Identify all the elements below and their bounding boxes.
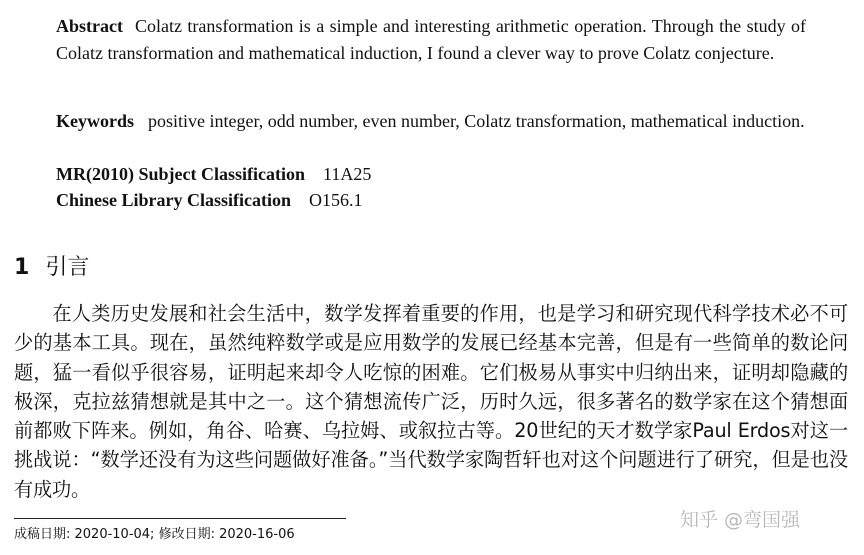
abstract-label: Abstract <box>56 16 123 36</box>
footnote-dates: 成稿日期: 2020-10-04; 修改日期: 2020-16-06 <box>14 527 295 542</box>
clc-classification <box>56 187 363 213</box>
section-number: 1 <box>14 255 30 280</box>
zhihu-watermark: 知乎 @弯国强 <box>680 509 801 531</box>
mr-classification-label: MR(2010) Subject Classification <box>56 164 305 184</box>
keywords-text: positive integer, odd number, even number, Colatz transformation, mathematical induction. <box>148 111 805 131</box>
clc-classification-value: O156.1 <box>309 190 363 210</box>
abstract-text: Colatz transformation is a simple and interesting arithmetic operation. Through the study of Colatz transformation and mathematical induction, I found a clever way to prove Colatz conjecture. <box>56 16 806 63</box>
abstract-paragraph <box>56 13 806 66</box>
section-title: 引言 <box>45 255 90 280</box>
keywords-paragraph <box>56 108 806 135</box>
introduction-paragraph: 在人类历史发展和社会生活中，数学发挥着重要的作用，也是学习和研究现代科学技术必不可少的基本工具。现在，虽然纯粹数学或是应用数学的发展已经基本完善，但是有一些简单的数论问题，猛一看似乎很容易，证明起来却令人吃惊的困难。它们极易从事实中归纳出来，证明却隐藏的极深，克拉兹猜想就是其中之一。这个猜想流传广泛，历时久远，很多著名的数学家在这个猜想面前都败下阵来。例如，角谷、哈赛、乌拉姆、或叙拉古等。20世纪的天才数学家Paul Erdos对这一挑战说：“数学还没有为这些问题做好准备。”当代数学家陶哲轩也对这个问题进行了研究，但是也没有成功。 <box>14 302 848 501</box>
footnote-divider <box>14 518 346 519</box>
mr-classification-value: 11A25 <box>322 164 372 184</box>
keywords-label: Keywords <box>56 111 134 131</box>
clc-classification-label: Chinese Library Classification <box>56 190 292 210</box>
section-heading <box>14 253 89 283</box>
mr-classification <box>56 161 371 187</box>
